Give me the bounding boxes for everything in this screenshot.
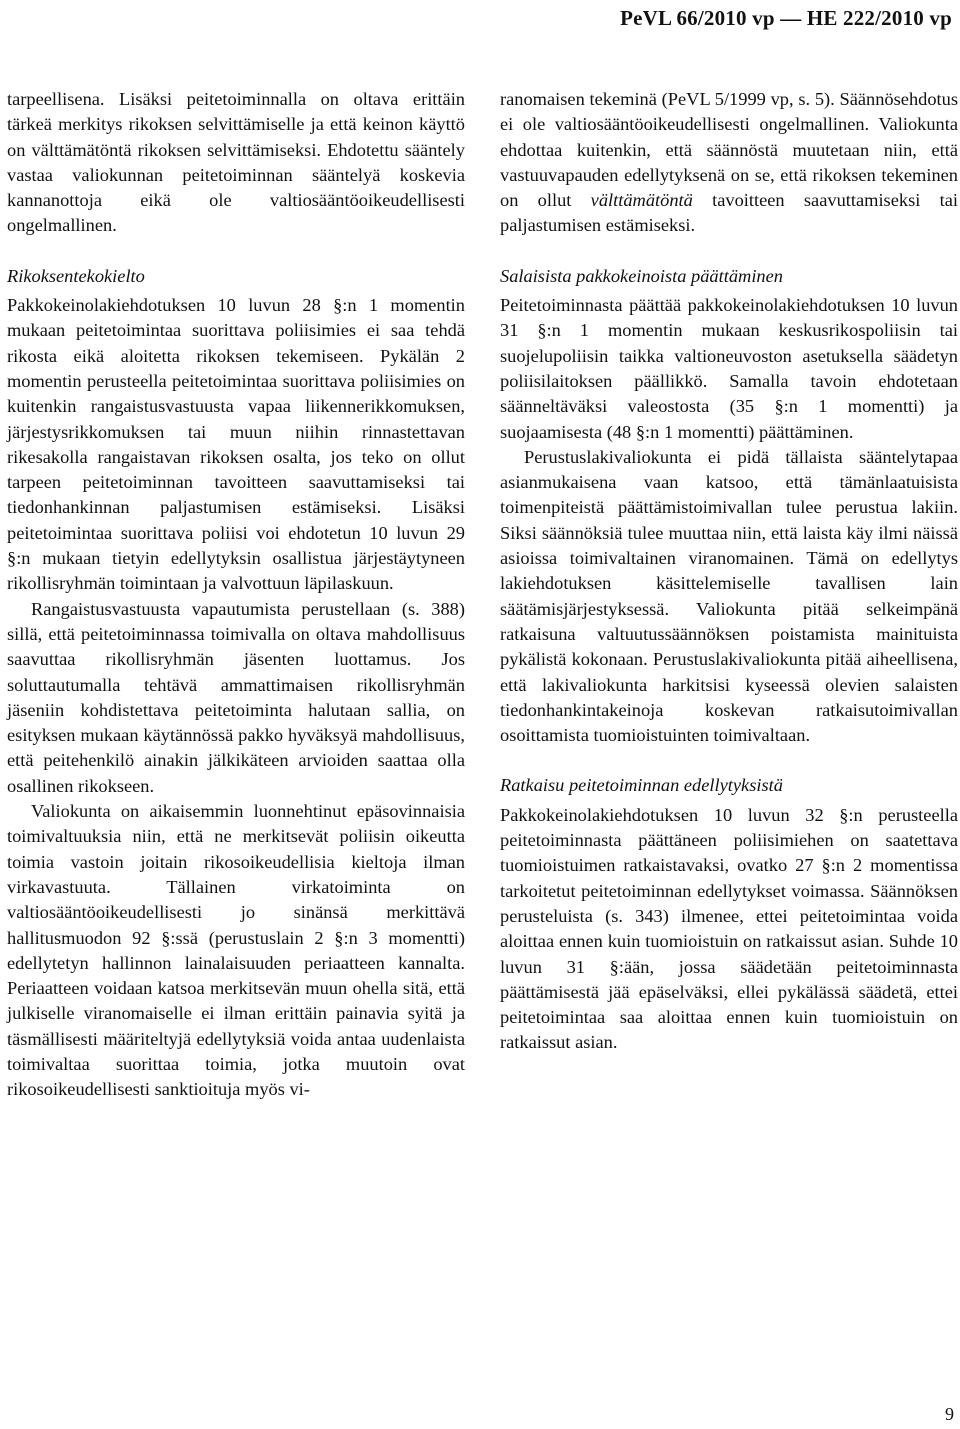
left-column xyxy=(7,87,465,1103)
paragraph: Peitetoiminnasta päättää pakkokeinolakiehdotuksen 10 luvun 31 §:n 1 momentin mukaan keskusrikospoliisin tai suojelupoliisin taikka valtioneuvoston asetuksella säädetyn poliisilaitoksen päällikkö. Samalla tavoin ehdotetaan säänneltäväksi valeostosta (35 §:n 1 momentti) ja suojaamisesta (48 §:n 1 momentti) päättäminen. xyxy=(500,295,958,442)
running-header: PeVL 66/2010 vp — HE 222/2010 vp xyxy=(620,6,952,30)
paragraph: Rangaistusvastuusta vapautumista perustellaan (s. 388) sillä, että peitetoiminnassa toimivalla on oltava mahdollisuus saavuttaa rikollisryhmän jäsenten luottamus. Jos soluttautumalla tehtävä ammattimaisen rikollisryhmän jäseniin kohdistettava peitetoiminta halutaan sallia, on esityksen mukaan käytännössä pakko hyväksyä mahdollisuus, että peitehenkilö ainakin jälkikäteen arvioiden saattaa olla osallinen rikokseen. xyxy=(7,598,465,796)
paragraph: tarpeellisena. Lisäksi peitetoiminnalla on oltava erittäin tärkeä merkitys rikoksen selvittämiselle ja että keinon käyttö on välttämätöntä rikoksen selvittämiseksi. Ehdotettu sääntely vastaa valiokunnan peitetoiminnan sääntelyä koskevia kannanottoja eikä ole valtiosääntöoikeudellisesti ongelmallinen. xyxy=(7,89,465,236)
emphasized-term: välttämätöntä xyxy=(590,190,693,211)
paragraph xyxy=(500,87,958,239)
paragraph: Perustuslakivaliokunta ei pidä tällaista sääntelytapaa asianmukaisena vaan katsoo, että tämänlaatuisista toimenpiteistä päättämistoimivallan tulee perustua lakiin. Siksi säännöksiä tulee muuttaa niin, että laista käy ilmi näissä asioissa toimivaltainen viranomainen. Tämä on edellytys lakiehdotuksen käsittelemiselle tavallisen lain säätämisjärjestyksessä. Valiokunta pitää selkeimpänä ratkaisuna valtuutussäännöksen poistamista mainituista pykälistä kokonaan. Perustuslakivaliokunta pitää aiheellisena, että lakivaliokunta harkitsisi kyseessä olevien salaisten tiedonhankintakeinoja koskevan ratkaisutoimivallan osoittamista tuomioistuinten toimivaltaan. xyxy=(500,446,958,746)
paragraph: Valiokunta on aikaisemmin luonnehtinut epäsovinnaisia toimivaltuuksia niin, että ne merkitsevät poliisin oikeutta toimia vastoin joitain rikosoikeudellisia kieltoja ilman virkavastuuta. Tällainen virkatoiminta on valtiosääntöoikeudellisesti jo sinänsä merkittävä hallitusmuodon 92 §:ssä (perustuslain 2 §:n 3 momentti) edellytetyn hallinnon lainalaisuuden periaatteen kannalta. Periaatteen voidaan katsoa merkitsevän muun ohella sitä, että julkiselle viranomaiselle ei ilman erittäin painavia syitä ja täsmällisesti määriteltyjä edellytyksiä voida antaa uudenlaista toimivaltaa suorittaa toimia, jotka muutoin ovat rikosoikeudellisesti sanktioituja myös vi- xyxy=(7,801,465,1100)
right-column xyxy=(500,87,958,1056)
paragraph: Pakkokeinolakiehdotuksen 10 luvun 32 §:n perusteella peitetoiminnasta päättäneen poliisimiehen on saatettava tuomioistuimen ratkaistavaksi, ovatko 27 §:n 2 momentissa tarkoitetut peitetoiminnan edellytykset voimassa. Säännöksen perusteluista (s. 343) ilmenee, ettei peitetoimintaa voida aloittaa ennen kuin tuomioistuin on ratkaissut asian. Suhde 10 luvun 31 §:ään, jossa säädetään peitetoiminnasta päättämisestä jää epäselväksi, ellei pykälässä säädetä, ettei peitetoimintaa saa aloittaa ennen kuin tuomioistuin on ratkaissut asian. xyxy=(500,804,958,1053)
page-number: 9 xyxy=(945,1404,954,1424)
section-heading: Salaisista pakkokeinoista päättäminen xyxy=(500,265,783,286)
paragraph: Pakkokeinolakiehdotuksen 10 luvun 28 §:n 1 momentin mukaan peitetoimintaa suorittava poliisimies ei saa tehdä rikosta eikä aloitetta rikoksen tekemiseen. Pykälän 2 momentin perusteella peitetoimintaa suorittava poliisimies on kuitenkin rangaistusvastuusta vapaa liikennerikkomuksen, järjestysrikkomuksen tai muun niihin rinnastettavan rikesakolla rangaistavan rikoksen osalta, jos teko on ollut tarpeen peitetoiminnan tavoitteen saavuttamiseksi tai tiedonhankinnan paljastumisen estämiseksi. Lisäksi peitetoimintaa suorittava poliisi voi ehdotetun 10 luvun 29 §:n mukaan tietyin edellytyksin osallistua järjestäytyneen rikollisryhmän toimintaan ja valvottuun läpilaskuun. xyxy=(7,295,465,594)
section-heading: Rikoksentekokielto xyxy=(7,265,145,286)
text-run: tavoitteen saavuttamiseksi tai paljastumisen estämiseksi. xyxy=(500,190,958,236)
text-run: ranomaisen tekeminä (PeVL 5/1999 vp, s. 5). Säännösehdotus ei ole valtiosääntöoikeudellisesti ongelmallinen. Valiokunta ehdottaa kuitenkin, että säännöstä muutetaan niin, että vastuuvapauden edellytyksenä on se, että rikoksen tekeminen on ollut xyxy=(500,89,958,211)
section-heading: Ratkaisu peitetoiminnan edellytyksistä xyxy=(500,775,783,796)
